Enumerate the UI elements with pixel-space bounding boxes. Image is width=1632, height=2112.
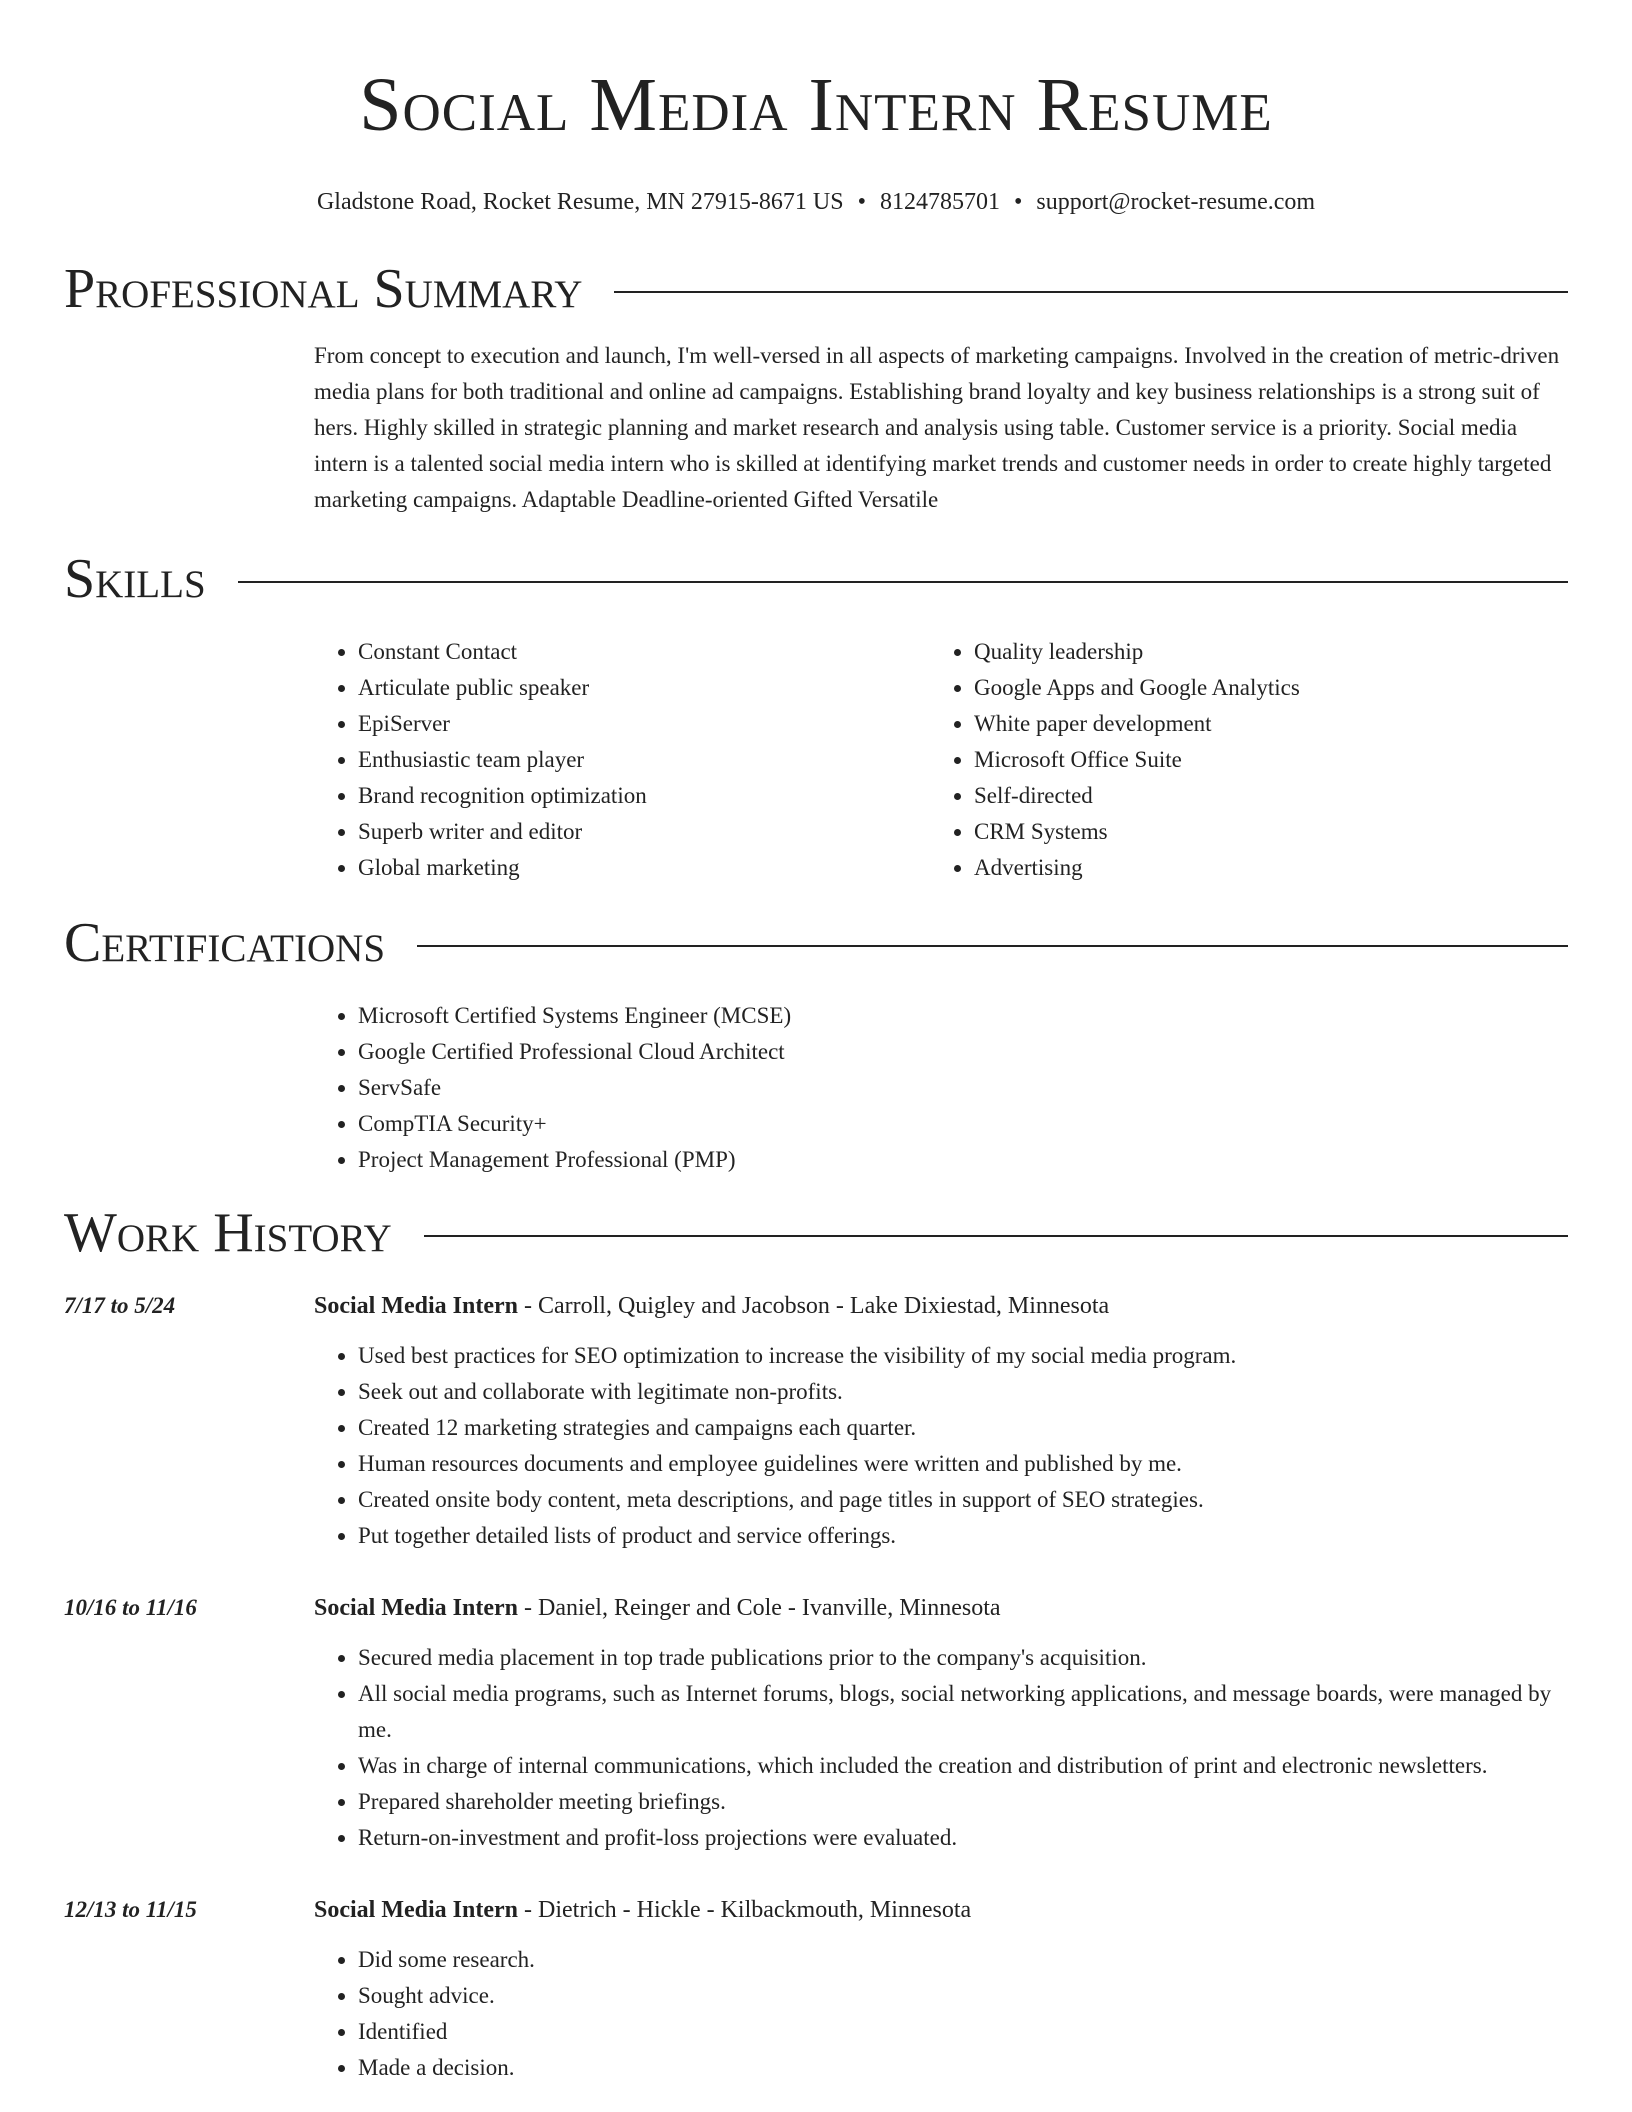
contact-separator: • [1013,189,1023,215]
job-duty-item: • Seek out and collaborate with legitimate non-profits. [358,1374,1568,1410]
job-duty-item: • Return-on-investment and profit-loss projections were evaluated. [358,1820,1568,1856]
certification-item: • Microsoft Certified Systems Engineer (MCSE) [358,998,1568,1034]
contact-phone: 8124785701 [879,189,1000,215]
certifications-list [314,998,1568,1178]
section-divider [417,945,1568,947]
job-duty-item: • Sought advice. [358,1978,1568,2014]
job-heading [314,1892,1568,1928]
job-entry [64,1590,1568,1856]
job-duty-item: • Created onsite body content, meta descriptions, and page titles in support of SEO strategies. [358,1482,1568,1518]
skills-list-left [314,634,930,886]
job-body [314,1892,1568,2086]
resume-title: Social Media Intern Resume [359,63,1273,147]
section-header [64,254,1568,324]
job-heading [314,1288,1568,1324]
skill-item: • White paper development [974,706,1546,742]
job-duties-list [314,1338,1568,1554]
contact-line [64,186,1568,218]
skills-column-right [930,634,1546,886]
skill-item: • Google Apps and Google Analytics [974,670,1546,706]
certification-item: • Google Certified Professional Cloud Architect [358,1034,1568,1070]
job-duty-item: • Identified [358,2014,1568,2050]
section-header [64,908,1568,978]
job-duty-item: • Created 12 marketing strategies and campaigns each quarter. [358,1410,1568,1446]
certification-item: • Project Management Professional (PMP) [358,1142,1568,1178]
skill-item: • Superb writer and editor [358,814,930,850]
skill-item: • Articulate public speaker [358,670,930,706]
job-duty-item: • Put together detailed lists of product and service offerings. [358,1518,1568,1554]
job-duties-list [314,1942,1568,2086]
work-history-heading: Work History [64,1202,392,1264]
job-dates: 10/16 to 11/16 [64,1595,197,1620]
section-divider [238,581,1568,583]
job-title: Social Media Intern [314,1293,518,1319]
skill-item: • Enthusiastic team player [358,742,930,778]
job-dates: 12/13 to 11/15 [64,1897,197,1922]
job-title: Social Media Intern [314,1595,518,1621]
job-title: Social Media Intern [314,1897,518,1923]
skills-columns [314,634,1568,886]
resume-page [64,0,1568,2080]
section-divider [424,1235,1568,1237]
job-employer: - Daniel, Reinger and Cole - Ivanville, Minnesota [518,1595,1001,1621]
skill-item: • Global marketing [358,850,930,886]
certification-item: • CompTIA Security+ [358,1106,1568,1142]
job-entry [64,1288,1568,1554]
contact-email[interactable]: support@rocket-resume.com [1036,189,1316,215]
certifications-heading: Certifications [64,912,386,974]
certifications-list-wrap [314,998,1568,1178]
section-header [64,544,1568,614]
skill-item: • Quality leadership [974,634,1546,670]
skill-item: • Advertising [974,850,1546,886]
job-entry [64,1892,1568,2086]
section-header [64,1198,1568,1268]
section-divider [614,291,1568,293]
job-duty-item: • All social media programs, such as Internet forums, blogs, social networking applications, and message boards, were managed by me. [358,1676,1568,1748]
skill-item: • Constant Contact [358,634,930,670]
job-duties-list [314,1640,1568,1856]
skill-item: • Brand recognition optimization [358,778,930,814]
certifications-section [64,908,1568,1178]
contact-address: Gladstone Road, Rocket Resume, MN 27915-8671 US [316,189,844,215]
skill-item: • Microsoft Office Suite [974,742,1546,778]
job-duty-item: • Used best practices for SEO optimization to increase the visibility of my social media program. [358,1338,1568,1374]
job-duty-item: • Was in charge of internal communications, which included the creation and distribution of print and electronic newsletters. [358,1748,1568,1784]
job-duty-item: • Secured media placement in top trade publications prior to the company's acquisition. [358,1640,1568,1676]
job-body [314,1590,1568,1856]
job-duty-item: • Prepared shareholder meeting briefings. [358,1784,1568,1820]
job-employer: - Carroll, Quigley and Jacobson - Lake Dixiestad, Minnesota [518,1293,1110,1319]
professional-summary-section [64,254,1568,518]
skill-item: • Self-directed [974,778,1546,814]
skills-list-right [930,634,1546,886]
contact-separator: • [857,189,866,215]
job-employer: - Dietrich - Hickle - Kilbackmouth, Minnesota [518,1897,972,1923]
job-body [314,1288,1568,1554]
skill-item: • EpiServer [358,706,930,742]
skills-column-left [314,634,930,886]
skills-section [64,544,1568,886]
skill-item: • CRM Systems [974,814,1546,850]
summary-paragraph: From concept to execution and launch, I'm well-versed in all aspects of marketing campaigns. Involved in the creation of metric-driven media plans for both traditional and online ad campaigns. Establishing brand loyalty and key business relationships is a strong suit of hers. Highly skilled in strategic planning and market research and analysis using table. Customer service is a priority. Social media intern is a talented social media intern who is skilled at identifying market trends and customer needs in order to create highly targeted marketing campaigns. Adaptable Deadline-oriented Gifted Versatile [314,343,1560,512]
job-dates: 7/17 to 5/24 [64,1293,176,1318]
job-duty-item: • Human resources documents and employee guidelines were written and published by me. [358,1446,1568,1482]
job-duty-item: • Made a decision. [358,2050,1568,2086]
job-duty-item: • Did some research. [358,1942,1568,1978]
work-history-section [64,1198,1568,2086]
skills-heading: Skills [64,548,206,610]
professional-summary-heading: Professional Summary [64,258,583,320]
job-heading [314,1590,1568,1626]
certification-item: • ServSafe [358,1070,1568,1106]
